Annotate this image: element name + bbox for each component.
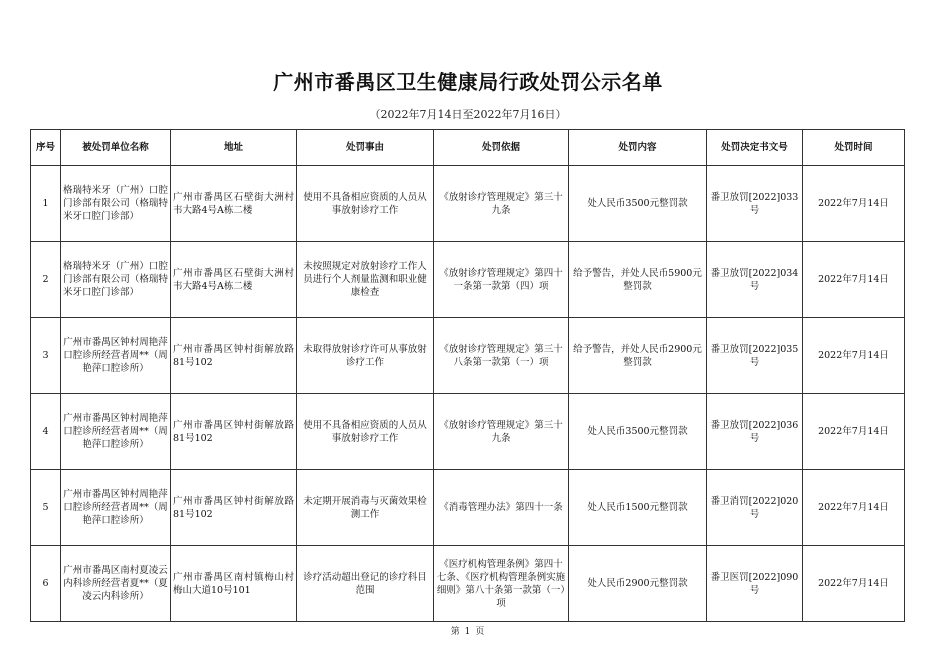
table-row xyxy=(31,166,905,242)
cell-content: 给予警告，并处人民币2900元整罚款 xyxy=(569,318,707,394)
cell-doc-number: 番卫放罚[2022]035号 xyxy=(707,318,803,394)
header-address: 地址 xyxy=(171,130,297,166)
cell-basis: 《放射诊疗管理规定》第三十九条 xyxy=(434,394,569,470)
cell-name: 广州市番禺区南村夏凌云内科诊所经营者夏**（夏凌云内科诊所） xyxy=(61,546,171,622)
cell-basis: 《放射诊疗管理规定》第三十九条 xyxy=(434,166,569,242)
penalty-table xyxy=(30,129,905,622)
cell-content: 给予警告，并处人民币5900元整罚款 xyxy=(569,242,707,318)
cell-date: 2022年7月14日 xyxy=(803,394,905,470)
cell-address: 广州市番禺区石壁街大洲村韦大路4号A栋二楼 xyxy=(171,242,297,318)
table-row xyxy=(31,242,905,318)
page-title: 广州市番禺区卫生健康局行政处罚公示名单 xyxy=(273,70,663,94)
cell-content: 处人民币3500元整罚款 xyxy=(569,166,707,242)
table-row xyxy=(31,546,905,622)
cell-name: 广州市番禺区钟村周艳萍口腔诊所经营者周**（周艳萍口腔诊所） xyxy=(61,394,171,470)
cell-no: 6 xyxy=(31,546,61,622)
cell-doc-number: 番卫放罚[2022]036号 xyxy=(707,394,803,470)
cell-address: 广州市番禺区石壁街大洲村韦大路4号A栋二楼 xyxy=(171,166,297,242)
table-row xyxy=(31,318,905,394)
table-row xyxy=(31,470,905,546)
cell-reason: 未定期开展消毒与灭菌效果检测工作 xyxy=(297,470,434,546)
cell-doc-number: 番卫放罚[2022]033号 xyxy=(707,166,803,242)
header-name: 被处罚单位名称 xyxy=(61,130,171,166)
cell-basis: 《消毒管理办法》第四十一条 xyxy=(434,470,569,546)
cell-content: 处人民币1500元整罚款 xyxy=(569,470,707,546)
cell-date: 2022年7月14日 xyxy=(803,242,905,318)
cell-date: 2022年7月14日 xyxy=(803,470,905,546)
page-number: 第 1 页 xyxy=(450,627,486,637)
cell-date: 2022年7月14日 xyxy=(803,546,905,622)
cell-basis: 《放射诊疗管理规定》第四十一条第一款第（四）项 xyxy=(434,242,569,318)
cell-basis: 《医疗机构管理条例》第四十七条、《医疗机构管理条例实施细则》第八十条第一款第（一）项 xyxy=(434,546,569,622)
header-doc-number: 处罚决定书文号 xyxy=(707,130,803,166)
header-content: 处罚内容 xyxy=(569,130,707,166)
cell-no: 4 xyxy=(31,394,61,470)
header-basis: 处罚依据 xyxy=(434,130,569,166)
cell-content: 处人民币2900元整罚款 xyxy=(569,546,707,622)
cell-name: 格瑞特米牙（广州）口腔门诊部有限公司（格瑞特米牙口腔门诊部） xyxy=(61,242,171,318)
cell-doc-number: 番卫放罚[2022]034号 xyxy=(707,242,803,318)
cell-doc-number: 番卫消罚[2022]020号 xyxy=(707,470,803,546)
cell-reason: 使用不具备相应资质的人员从事放射诊疗工作 xyxy=(297,394,434,470)
cell-date: 2022年7月14日 xyxy=(803,166,905,242)
cell-reason: 诊疗活动超出登记的诊疗科目范围 xyxy=(297,546,434,622)
cell-reason: 使用不具备相应资质的人员从事放射诊疗工作 xyxy=(297,166,434,242)
cell-address: 广州市番禺区钟村街解放路81号102 xyxy=(171,470,297,546)
cell-name: 广州市番禺区钟村周艳萍口腔诊所经营者周**（周艳萍口腔诊所） xyxy=(61,318,171,394)
cell-address: 广州市番禺区南村镇梅山村梅山大道10号101 xyxy=(171,546,297,622)
cell-date: 2022年7月14日 xyxy=(803,318,905,394)
header-no: 序号 xyxy=(31,130,61,166)
cell-name: 格瑞特米牙（广州）口腔门诊部有限公司（格瑞特米牙口腔门诊部） xyxy=(61,166,171,242)
cell-address: 广州市番禺区钟村街解放路81号102 xyxy=(171,318,297,394)
cell-reason: 未按照规定对放射诊疗工作人员进行个人剂量监测和职业健康检查 xyxy=(297,242,434,318)
cell-reason: 未取得放射诊疗许可从事放射诊疗工作 xyxy=(297,318,434,394)
cell-no: 2 xyxy=(31,242,61,318)
cell-no: 3 xyxy=(31,318,61,394)
header-reason: 处罚事由 xyxy=(297,130,434,166)
header-date: 处罚时间 xyxy=(803,130,905,166)
cell-basis: 《放射诊疗管理规定》第三十八条第一款第（一）项 xyxy=(434,318,569,394)
cell-no: 5 xyxy=(31,470,61,546)
date-range-subtitle: （2022年7月14日至2022年7月16日） xyxy=(369,108,567,121)
table-row xyxy=(31,394,905,470)
cell-name: 广州市番禺区钟村周艳萍口腔诊所经营者周**（周艳萍口腔诊所） xyxy=(61,470,171,546)
cell-no: 1 xyxy=(31,166,61,242)
cell-content: 处人民币3500元整罚款 xyxy=(569,394,707,470)
table-header-row xyxy=(31,130,905,166)
cell-doc-number: 番卫医罚[2022]090号 xyxy=(707,546,803,622)
cell-address: 广州市番禺区钟村街解放路81号102 xyxy=(171,394,297,470)
